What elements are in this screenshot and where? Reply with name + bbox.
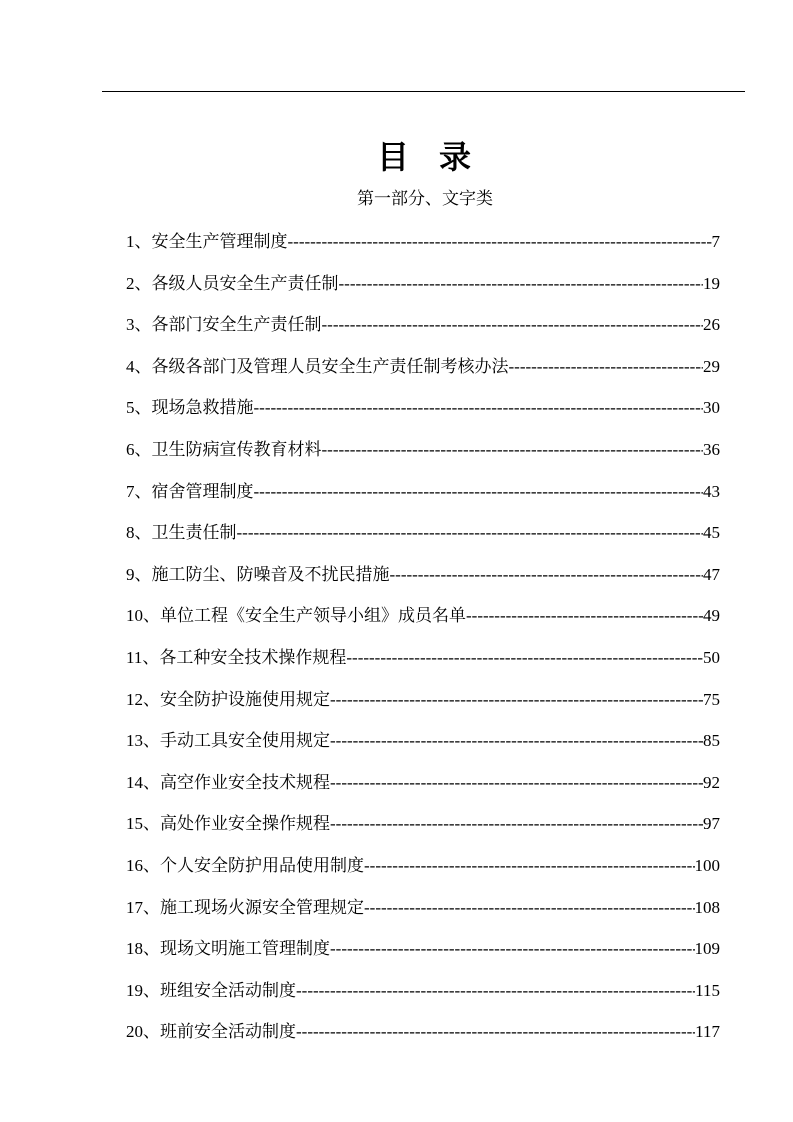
toc-leader xyxy=(390,565,704,585)
toc-entry[interactable] xyxy=(126,227,720,269)
toc-entry-label: 14、高空作业安全技术规程 xyxy=(126,772,330,792)
toc-entry-label: 20、班前安全活动制度 xyxy=(126,1022,296,1042)
toc-leader xyxy=(466,606,703,626)
toc-leader xyxy=(364,898,695,918)
toc-entry-page: 47 xyxy=(703,564,720,584)
toc-entry-label: 17、施工现场火源安全管理规定 xyxy=(126,897,364,917)
toc-entry-label: 8、卫生责任制 xyxy=(126,523,237,543)
table-of-contents xyxy=(126,227,720,1059)
toc-entry-page: 43 xyxy=(703,481,720,501)
toc-entry[interactable] xyxy=(126,726,720,768)
toc-leader xyxy=(364,856,695,876)
toc-entry-page: 92 xyxy=(703,772,720,792)
toc-entry-label: 1、安全生产管理制度 xyxy=(126,232,288,251)
toc-leader xyxy=(254,398,704,418)
toc-entry-label: 6、卫生防病宣传教育材料 xyxy=(126,439,322,459)
toc-leader xyxy=(339,274,704,294)
toc-entry-label: 11、各工种安全技术操作规程 xyxy=(126,647,347,667)
toc-entry-label: 4、各级各部门及管理人员安全生产责任制考核办法 xyxy=(126,356,509,376)
toc-entry-page: 97 xyxy=(703,814,720,834)
section-subtitle: 第一部分、文字类 xyxy=(357,189,493,208)
toc-entry[interactable] xyxy=(126,269,720,311)
toc-leader xyxy=(346,648,703,668)
toc-leader xyxy=(330,690,703,710)
toc-leader xyxy=(254,482,704,502)
toc-leader xyxy=(296,981,695,1001)
toc-entry-page: 49 xyxy=(703,606,720,626)
toc-entry[interactable] xyxy=(126,560,720,602)
toc-entry-label: 7、宿舍管理制度 xyxy=(126,481,254,501)
toc-entry[interactable] xyxy=(126,685,720,727)
toc-entry-page: 19 xyxy=(703,273,720,293)
toc-entry[interactable] xyxy=(126,477,720,519)
toc-entry-page: 26 xyxy=(703,315,720,335)
toc-entry[interactable] xyxy=(126,893,720,935)
toc-entry-page: 115 xyxy=(695,980,720,1000)
title-char: 目 xyxy=(376,138,411,176)
toc-leader xyxy=(322,315,704,335)
toc-leader xyxy=(330,939,695,959)
toc-entry-label: 19、班组安全活动制度 xyxy=(126,980,296,1000)
toc-entry-page: 100 xyxy=(694,855,720,875)
header-rule xyxy=(102,91,745,92)
page-title xyxy=(0,132,793,178)
toc-entry-page: 109 xyxy=(694,939,720,959)
toc-entry[interactable] xyxy=(126,643,720,685)
toc-entry-page: 50 xyxy=(703,647,720,667)
toc-leader xyxy=(237,523,704,543)
toc-entry[interactable] xyxy=(126,851,720,893)
toc-entry[interactable] xyxy=(126,393,720,435)
toc-leader xyxy=(330,773,703,793)
toc-entry[interactable] xyxy=(126,976,720,1018)
toc-entry-page: 45 xyxy=(703,523,720,543)
toc-entry-page: 117 xyxy=(695,1022,720,1042)
toc-leader xyxy=(322,440,704,460)
toc-entry-page: 7 xyxy=(711,232,720,251)
toc-entry[interactable] xyxy=(126,1017,720,1059)
toc-entry-page: 75 xyxy=(703,689,720,709)
toc-leader xyxy=(330,731,703,751)
toc-entry-page: 36 xyxy=(703,439,720,459)
toc-leader xyxy=(509,357,704,377)
toc-entry-label: 12、安全防护设施使用规定 xyxy=(126,689,330,709)
toc-entry-label: 2、各级人员安全生产责任制 xyxy=(126,273,339,293)
toc-entry[interactable] xyxy=(126,768,720,810)
toc-entry-page: 30 xyxy=(703,398,720,418)
toc-leader xyxy=(330,814,703,834)
toc-entry[interactable] xyxy=(126,352,720,394)
toc-entry[interactable] xyxy=(126,809,720,851)
toc-entry-label: 9、施工防尘、防噪音及不扰民措施 xyxy=(126,564,390,584)
toc-entry-label: 15、高处作业安全操作规程 xyxy=(126,814,330,834)
toc-entry[interactable] xyxy=(126,310,720,352)
toc-entry[interactable] xyxy=(126,934,720,976)
toc-entry-label: 10、单位工程《安全生产领导小组》成员名单 xyxy=(126,606,466,626)
toc-entry-label: 3、各部门安全生产责任制 xyxy=(126,315,322,335)
toc-leader xyxy=(296,1022,695,1042)
toc-entry-page: 108 xyxy=(694,897,720,917)
toc-entry-label: 18、现场文明施工管理制度 xyxy=(126,939,330,959)
toc-entry[interactable] xyxy=(126,601,720,643)
toc-entry[interactable] xyxy=(126,435,720,477)
toc-entry-label: 13、手动工具安全使用规定 xyxy=(126,731,330,751)
title-char: 录 xyxy=(439,138,474,176)
toc-entry-label: 5、现场急救措施 xyxy=(126,398,254,418)
toc-entry-page: 29 xyxy=(703,356,720,376)
toc-entry-label: 16、个人安全防护用品使用制度 xyxy=(126,855,364,875)
toc-entry[interactable] xyxy=(126,518,720,560)
toc-entry-page: 85 xyxy=(703,731,720,751)
toc-leader xyxy=(288,232,712,252)
